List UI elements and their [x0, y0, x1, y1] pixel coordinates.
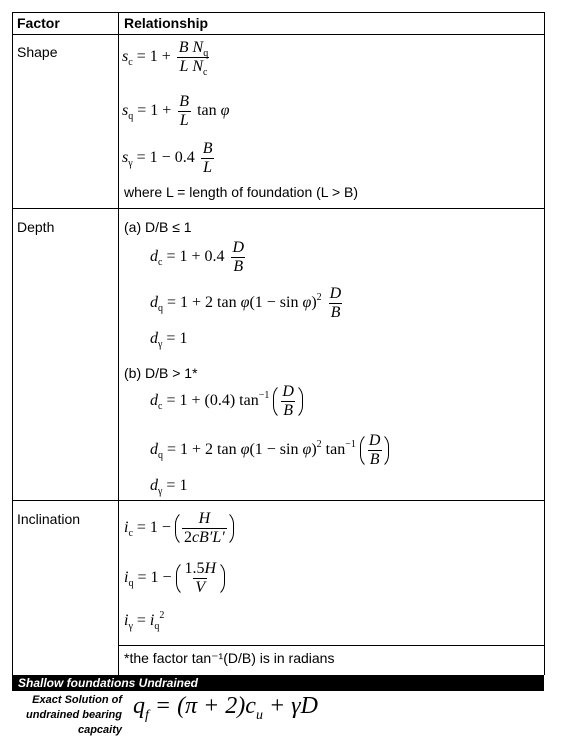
exact-solution-label: [14, 693, 122, 738]
row-divider-footnote: [118, 645, 544, 646]
factor-inclination: Inclination: [17, 511, 81, 527]
equation-shape-sq: $s_q = 1$ + $\frac{B}{L}$ tan φ: [122, 93, 230, 129]
footnote-radians: *the factor tan⁻¹(D/B) is in radians: [124, 650, 335, 666]
row-divider-depth-inclination: [12, 500, 544, 501]
equation-inclination-iq: $i_q = 1$ − $\frac{1.5H}{V}$: [124, 560, 225, 597]
equation-bearing-capacity: $q_f = (\pi + 2)c_u + \gamma D$: [133, 693, 318, 723]
row-divider-shape-depth: [12, 208, 544, 209]
equation-shape-sy: $s_\gamma = 1 - 0.4$ $\frac{B}{L}$: [122, 140, 213, 176]
header-factor: Factor: [17, 15, 60, 31]
equation-shape-sc: $s_c = 1$ + $\frac{B N_q}{L N_c}$: [122, 39, 209, 78]
equation-inclination-ic: $i_c = 1$ − $\frac{H}{2cB'L'}$: [124, 510, 234, 547]
table-border-right: [544, 12, 545, 675]
table-border-left: [12, 12, 13, 675]
depth-case-a: (a) D/B ≤ 1: [124, 219, 192, 235]
table-header-divider: [12, 34, 544, 35]
table-column-divider: [118, 12, 119, 675]
equation-depth-a-dc: $d_c = 1 + 0.4$ $\frac{D}{B}$: [150, 239, 245, 275]
equation-depth-a-dy: $d_\gamma = 1$: [150, 330, 188, 350]
banner-title: Shallow foundations Undrained: [18, 676, 198, 690]
equation-inclination-iy: $i_\gamma = i_q^2$: [124, 610, 165, 632]
depth-case-b: (b) D/B > 1*: [124, 365, 198, 381]
equation-depth-a-dq: $d_q = 1 + 2$ $\tan \varphi(1 - \sin \varphi)^2$ $\frac{D}{B}$: [150, 285, 342, 321]
exact-solution-line3: capcaity: [77, 724, 122, 736]
equation-depth-b-dy: $d_\gamma = 1$: [150, 477, 188, 497]
exact-solution-line2: undrained bearing: [26, 709, 122, 721]
exact-solution-line1: Exact Solution of: [32, 694, 122, 706]
table-border-top: [12, 12, 544, 13]
factor-depth: Depth: [17, 219, 55, 235]
section-banner: [12, 675, 544, 691]
shape-note: where L = length of foundation (L > B): [124, 184, 359, 200]
equation-depth-b-dc: $d_c = 1 + (0.4)$ $\tan^{-1}$ $\frac{D}{B}$: [150, 383, 303, 420]
factor-shape: Shape: [17, 44, 58, 60]
header-relationship: Relationship: [124, 15, 209, 31]
equation-depth-b-dq: $d_q = 1 + 2$ $\tan \varphi(1 - \sin \varphi)^2$ $\tan^{-1}$ $\frac{D}{B}$: [150, 432, 389, 469]
